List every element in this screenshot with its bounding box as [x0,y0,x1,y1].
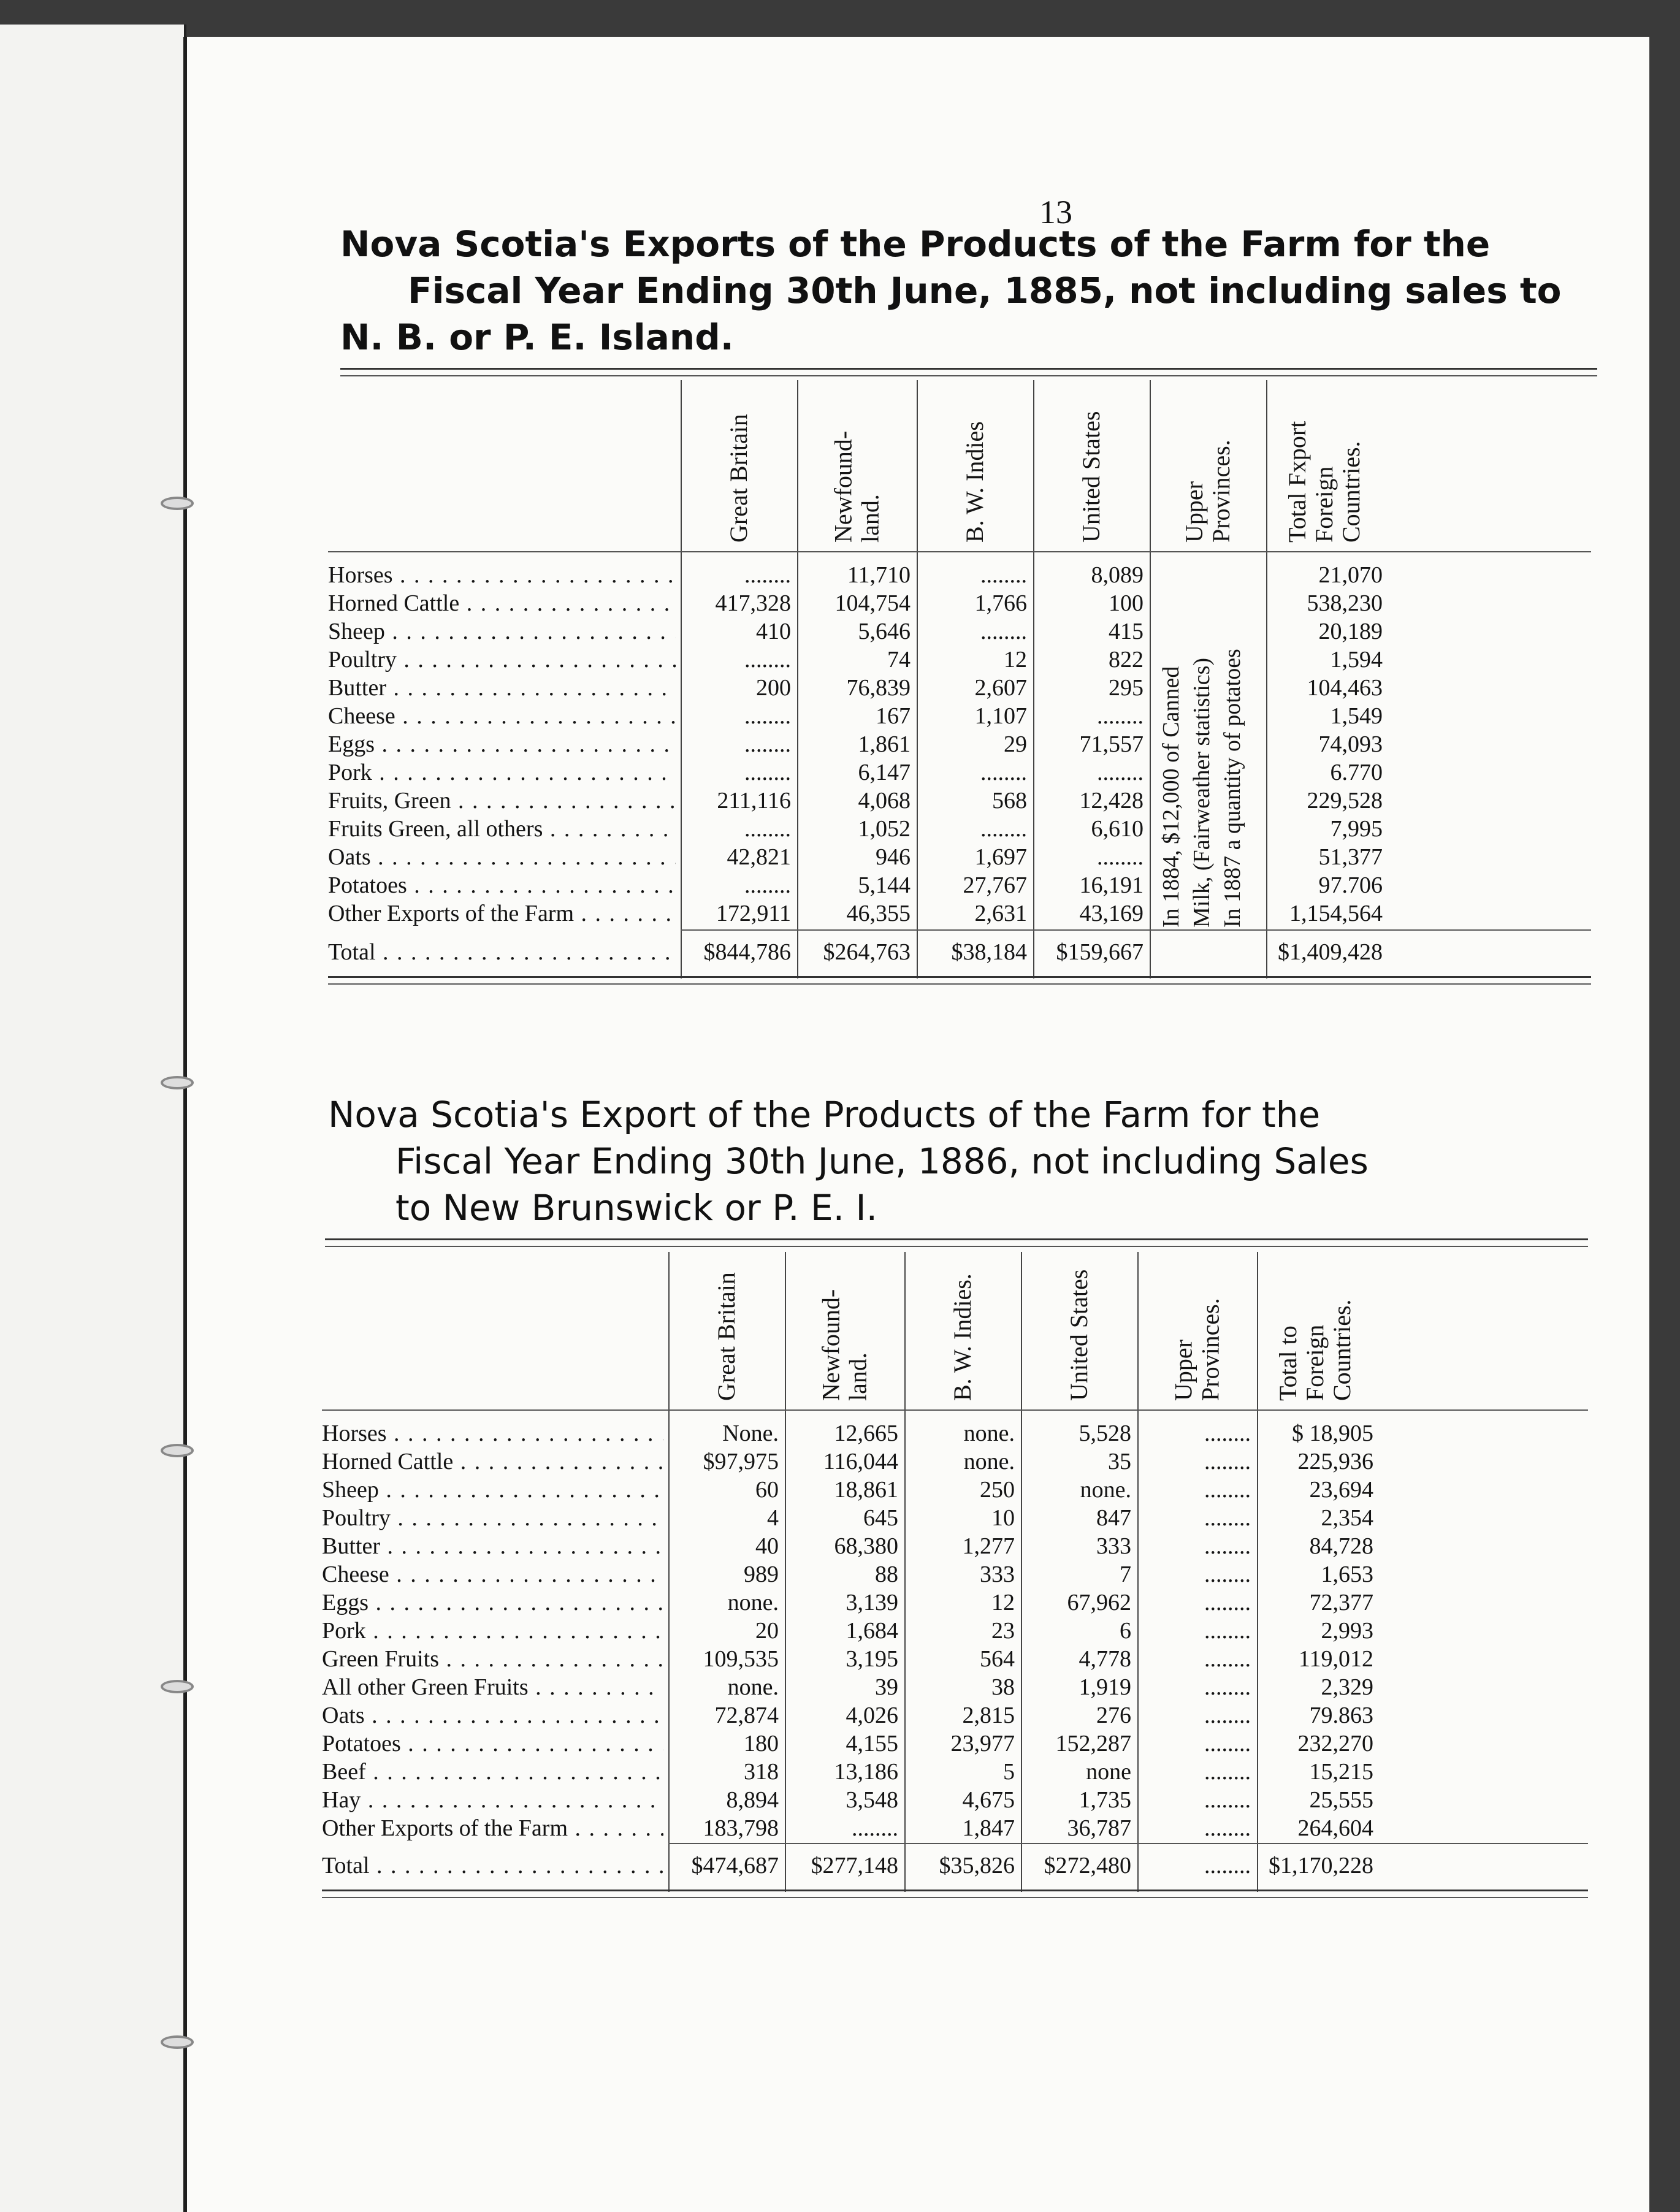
table-row [322,1814,1588,1842]
row-value: 1,154,564 [1289,901,1383,926]
row-value: none [1086,1759,1131,1785]
row-value: ........ [744,872,791,898]
row-value: 23,977 [950,1731,1015,1756]
row-value: $277,148 [811,1853,898,1878]
table-row [322,1758,1588,1786]
row-value: 2,607 [974,675,1027,701]
table1-title-line1: Nova Scotia's Exports of the Products of the Farm for the [340,223,1491,265]
row-value: 5,646 [858,619,911,644]
row-label: Fruits, Green . . . [328,787,676,815]
row-value: $264,763 [823,939,911,965]
row-value: 417,328 [715,590,791,616]
row-value: 1,919 [1079,1674,1131,1700]
row-value: 15,215 [1309,1759,1373,1785]
row-value: 3,195 [846,1646,898,1672]
row-value: 7 [1120,1562,1131,1587]
table-row [328,843,1591,871]
binder-ring [161,1076,194,1089]
row-value: 79.863 [1309,1703,1373,1728]
bottom-rule [322,1890,1588,1891]
row-value: $272,480 [1044,1853,1131,1878]
bottom-rule-2 [322,1897,1588,1898]
row-value: ........ [852,1815,898,1841]
row-value: 20,189 [1318,619,1383,644]
row-value: 71,557 [1079,731,1144,757]
total-rule [681,929,1591,931]
column-header: United States [1077,411,1105,543]
row-value: ........ [1204,1562,1251,1587]
row-value: ........ [1204,1646,1251,1672]
table-row [328,702,1591,730]
row-value: 42,821 [727,844,791,870]
row-value: 989 [744,1562,779,1587]
row-value: ........ [1204,1590,1251,1615]
column-header: Upper Provinces. [1180,440,1235,543]
row-value: 21,070 [1318,562,1383,588]
table-row [328,730,1591,758]
row-value: 109,535 [703,1646,779,1672]
table-row [322,1588,1588,1617]
row-value: 250 [980,1477,1015,1503]
row-value: 5,144 [858,872,911,898]
row-label: Sheep . . . [322,1476,663,1504]
row-value: 8,089 [1091,562,1144,588]
table-row [328,871,1591,899]
row-value: ........ [980,816,1027,842]
row-value: 333 [1096,1533,1131,1559]
table-row [322,1730,1588,1758]
row-value: 6,610 [1091,816,1144,842]
row-label: Green Fruits . . . [322,1645,663,1673]
row-value: 564 [980,1646,1015,1672]
row-value: 333 [980,1562,1015,1587]
binder-ring [161,1680,194,1693]
table1-title [340,221,1562,360]
row-value: 3,139 [846,1590,898,1615]
row-value: 74 [887,647,911,673]
row-value: $97,975 [703,1449,779,1474]
row-value: $ 18,905 [1292,1421,1373,1446]
row-value: 1,861 [858,731,911,757]
row-value: 1,107 [974,703,1027,729]
row-label: Butter . . . [328,674,676,702]
row-value: 74,093 [1318,731,1383,757]
table-row [328,646,1591,674]
row-value: 7,995 [1330,816,1383,842]
row-value: 1,684 [846,1618,898,1644]
row-value: 116,044 [823,1449,898,1474]
row-value: ........ [1204,1787,1251,1813]
row-value: 97.706 [1318,872,1383,898]
header-rule [328,551,1591,552]
table2-top-rule [325,1238,1588,1240]
row-value: 23,694 [1309,1477,1373,1503]
row-value: 20 [755,1618,779,1644]
row-value: ........ [1204,1759,1251,1785]
row-value: 104,754 [834,590,911,616]
binder-ring [161,1444,194,1457]
row-value: 946 [876,844,911,870]
row-value: 68,380 [834,1533,898,1559]
row-value: 5 [1003,1759,1015,1785]
row-label: Pork . . . [322,1617,663,1645]
row-value: 4,155 [846,1731,898,1756]
row-value: 1,052 [858,816,911,842]
table-row [328,899,1591,928]
row-value: 2,631 [974,901,1027,926]
total-row [322,1852,1588,1880]
table-row [322,1645,1588,1673]
bottom-rule [328,976,1591,978]
row-value: $159,667 [1056,939,1144,965]
row-value: 2,329 [1321,1674,1373,1700]
row-value: 172,911 [716,901,791,926]
row-value: None. [722,1421,779,1446]
row-value: 12,665 [834,1421,898,1446]
row-value: $474,687 [691,1853,779,1878]
row-value: 645 [863,1505,898,1531]
row-value: ........ [1204,1533,1251,1559]
row-value: 232,270 [1297,1731,1373,1756]
row-value: 264,604 [1297,1815,1373,1841]
table1-top-rule [340,368,1597,370]
row-value: 6,147 [858,760,911,785]
row-value: 1,549 [1330,703,1383,729]
row-value: 27,767 [963,872,1027,898]
table-row [322,1560,1588,1588]
row-value: none. [727,1674,779,1700]
column-header: Upper Provinces. [1169,1298,1224,1401]
row-value: 4,675 [962,1787,1015,1813]
table-row [328,561,1591,589]
row-value: 23 [991,1618,1015,1644]
column-header: Newfound- land. [817,1289,872,1401]
table-row [328,589,1591,617]
row-value: ........ [1204,1815,1251,1841]
row-value: ........ [744,760,791,785]
row-value: 180 [744,1731,779,1756]
row-value: 410 [756,619,791,644]
row-label: Horses . . . [322,1419,663,1447]
column-header: Great Britain [725,414,752,543]
row-value: none. [963,1449,1015,1474]
row-value: 72,874 [714,1703,779,1728]
row-value: 4,068 [858,788,911,814]
table1-top-rule-2 [340,375,1597,376]
column-header: United States [1065,1269,1093,1401]
row-value: 4,026 [846,1703,898,1728]
row-value: ........ [1097,844,1144,870]
row-value: $844,786 [703,939,791,965]
row-value: 119,012 [1298,1646,1373,1672]
row-value: 847 [1096,1505,1131,1531]
table-row [322,1617,1588,1645]
row-value: 6.770 [1330,760,1383,785]
table-row [322,1673,1588,1701]
row-value: 6 [1120,1618,1131,1644]
row-value: 16,191 [1079,872,1144,898]
row-value: 12 [991,1590,1015,1615]
row-value: ........ [1204,1674,1251,1700]
row-value: ........ [1204,1477,1251,1503]
table-row [322,1447,1588,1476]
row-value: 12,428 [1079,788,1144,814]
row-label: Butter . . . [322,1532,663,1560]
row-value: ........ [1204,1505,1251,1531]
row-value: 39 [875,1674,898,1700]
table1-title-line3: N. B. or P. E. Island. [340,316,734,358]
row-value: 183,798 [703,1815,779,1841]
row-label: Horned Cattle . . . [322,1447,663,1476]
row-value: 104,463 [1307,675,1383,701]
row-label: Total . . . [322,1852,663,1880]
table-row [328,758,1591,787]
row-value: 51,377 [1318,844,1383,870]
total-row [328,938,1591,966]
table-row [322,1504,1588,1532]
row-value: ........ [1204,1421,1251,1446]
table-row [328,617,1591,646]
row-value: ........ [1097,703,1144,729]
row-label: Horses . . . [328,561,676,589]
row-value: 1,697 [974,844,1027,870]
row-value: $35,826 [939,1853,1015,1878]
row-value: 3,548 [846,1787,898,1813]
row-value: ........ [744,703,791,729]
row-value: 76,839 [846,675,911,701]
row-value: ........ [1204,1449,1251,1474]
row-value: none. [727,1590,779,1615]
row-value: 2,815 [962,1703,1015,1728]
row-value: 822 [1109,647,1144,673]
row-value: $1,409,428 [1278,939,1383,965]
row-value: 46,355 [846,901,911,926]
row-label: Pork . . . [328,758,676,787]
row-value: ........ [744,816,791,842]
row-label: Poultry . . . [322,1504,663,1532]
row-value: 60 [755,1477,779,1503]
row-value: 43,169 [1079,901,1144,926]
row-value: 40 [755,1533,779,1559]
row-value: 18,861 [834,1477,898,1503]
row-value: 88 [875,1562,898,1587]
row-label: Potatoes . . . [328,871,676,899]
row-value: 167 [876,703,911,729]
row-value: 1,653 [1321,1562,1373,1587]
table2-title-line3: to New Brunswick or P. E. I. [395,1187,878,1229]
upper-provinces-note: Milk, (Fairweather statistics) [1189,657,1215,928]
row-value: ........ [1097,760,1144,785]
table2-title-line2: Fiscal Year Ending 30th June, 1886, not including Sales [395,1140,1369,1182]
row-label: Eggs . . . [322,1588,663,1617]
table-row [322,1701,1588,1730]
upper-provinces-note: In 1887 a quantity of potatoes [1220,649,1245,928]
table-row [328,787,1591,815]
row-value: 12 [1004,647,1027,673]
row-value: 13,186 [834,1759,898,1785]
row-value: 318 [744,1759,779,1785]
binder-ring [161,2035,194,2049]
row-label: Sheep . . . [328,617,676,646]
row-value: 2,354 [1321,1505,1373,1531]
row-value: $38,184 [951,939,1027,965]
row-value: 4 [767,1505,779,1531]
row-value: 211,116 [717,788,791,814]
table2-title [328,1091,1369,1231]
column-header: Great Britain [712,1272,740,1401]
row-label: Hay . . . [322,1786,663,1814]
row-label: Horned Cattle . . . [328,589,676,617]
row-value: 1,277 [962,1533,1015,1559]
row-value: 295 [1109,675,1144,701]
table-row [322,1532,1588,1560]
column-header: Total to Foreign Countries. [1274,1299,1356,1401]
row-value: 1,847 [962,1815,1015,1841]
row-value: ........ [744,562,791,588]
row-value: 25,555 [1309,1787,1373,1813]
row-label: Cheese . . . [322,1560,663,1588]
row-label: Beef . . . [322,1758,663,1786]
row-value: 8,894 [726,1787,779,1813]
row-value: 276 [1096,1703,1131,1728]
row-value: 35 [1108,1449,1131,1474]
row-value: 72,377 [1309,1590,1373,1615]
row-label: Eggs . . . [328,730,676,758]
row-value: ........ [744,731,791,757]
row-label: Oats . . . [322,1701,663,1730]
row-value: 5,528 [1079,1421,1131,1446]
table-row [322,1476,1588,1504]
row-value: 4,778 [1079,1646,1131,1672]
table-row [322,1419,1588,1447]
row-value: ........ [1204,1618,1251,1644]
row-value: 229,528 [1307,788,1383,814]
page-number: 13 [1039,194,1072,231]
row-label: Oats . . . [328,843,676,871]
row-label: Poultry . . . [328,646,676,674]
table-row [328,674,1591,702]
row-value: 36,787 [1067,1815,1131,1841]
bottom-rule-2 [328,983,1591,985]
row-value: 152,287 [1055,1731,1131,1756]
row-label: Potatoes . . . [322,1730,663,1758]
row-value: 29 [1004,731,1027,757]
row-label: Cheese . . . [328,702,676,730]
row-value: $1,170,228 [1269,1853,1373,1878]
total-rule [668,1843,1588,1844]
header-rule [322,1409,1588,1411]
column-header: B. W. Indies [961,421,988,543]
table2-title-line1: Nova Scotia's Export of the Products of the Farm for the [328,1094,1321,1135]
row-label: Fruits Green, all others . . . [328,815,676,843]
row-value: ........ [1204,1731,1251,1756]
column-header: Total Fxport Foreign Countries. [1283,421,1365,543]
row-value: ........ [980,619,1027,644]
row-value: 225,936 [1297,1449,1373,1474]
row-value: none. [1080,1477,1131,1503]
row-value: 1,766 [974,590,1027,616]
row-value: 568 [992,788,1027,814]
row-value: 67,962 [1067,1590,1131,1615]
row-value: none. [963,1421,1015,1446]
row-value: 10 [991,1505,1015,1531]
column-header: Newfound- land. [829,430,884,543]
row-value: 84,728 [1309,1533,1373,1559]
row-value: 200 [756,675,791,701]
table-row [328,815,1591,843]
row-label: Total . . . [328,938,676,966]
table-row [322,1786,1588,1814]
left-page-edge [0,25,186,2212]
row-value: 2,993 [1321,1618,1373,1644]
row-value: 11,710 [847,562,911,588]
table2-top-rule-2 [325,1246,1588,1247]
row-value: ........ [980,562,1027,588]
column-header: B. W. Indies. [949,1273,976,1401]
upper-provinces-note: In 1884, $12,000 of Canned [1158,666,1184,928]
row-label: Other Exports of the Farm . . . [322,1814,663,1842]
row-value: 538,230 [1307,590,1383,616]
row-value: 415 [1109,619,1144,644]
binder-ring [161,497,194,510]
table1-title-line2: Fiscal Year Ending 30th June, 1885, not including sales to [408,270,1562,311]
row-value: ........ [744,647,791,673]
row-value: 100 [1109,590,1144,616]
document-page [187,37,1649,2212]
row-value: ........ [980,760,1027,785]
row-label: Other Exports of the Farm . . . [328,899,676,928]
row-value: 1,594 [1330,647,1383,673]
row-value: 1,735 [1079,1787,1131,1813]
row-value: 38 [991,1674,1015,1700]
row-value: ........ [1204,1853,1251,1878]
row-value: ........ [1204,1703,1251,1728]
row-label: All other Green Fruits . . . [322,1673,663,1701]
